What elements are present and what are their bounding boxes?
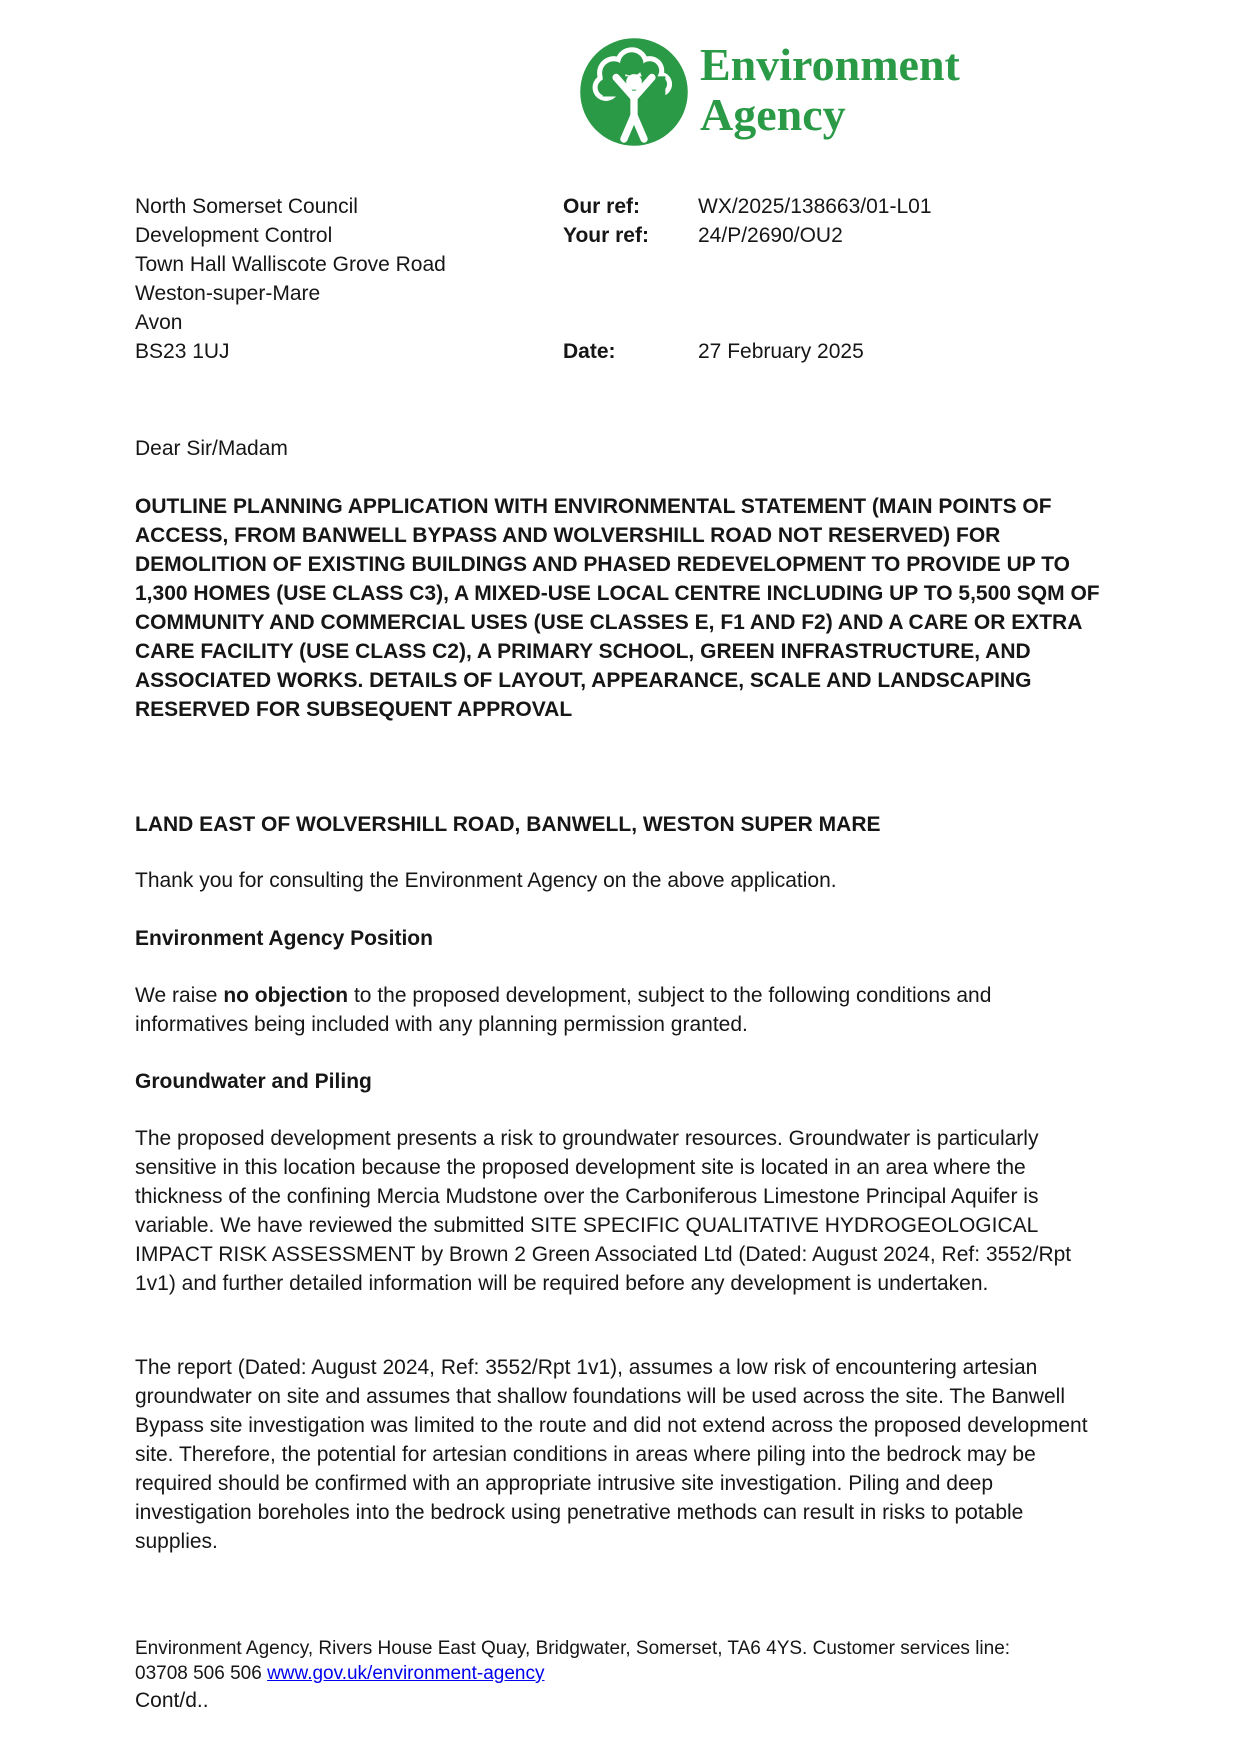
recipient-address [135,192,446,366]
our-ref-value: WX/2025/138663/01-L01 [698,195,932,218]
date-value: 27 February 2025 [698,340,864,363]
your-ref-label: Your ref: [563,224,649,247]
recipient-line: North Somerset Council [135,195,358,218]
our-ref-label: Our ref: [563,195,641,218]
our-ref-row [563,192,932,221]
environment-agency-logo-icon [578,36,690,148]
groundwater-paragraph-1: The proposed development presents a risk to groundwater resources. Groundwater is particularly sensitive in this location because the proposed development site is located in an area where the thickness of the confining Mercia Mudstone over the Carboniferous Limestone Principal Aquifer is variable. We have reviewed the submitted SITE SPECIFIC QUALITATIVE HYDROGEOLOGICAL IMPACT RISK ASSESSMENT by Brown 2 Green Associated Ltd (Dated: August 2024, Ref: 3552/Rpt 1v1) and further detailed information will be required before any development is undertaken. [135,1127,1072,1295]
position-pre: We raise [135,984,224,1007]
groundwater-heading: Groundwater and Piling [135,1070,372,1093]
position-post: to the proposed development, subject to the following conditions and informatives being included with any planning permission granted. [135,984,992,1036]
footer-website-link[interactable]: www.gov.uk/environment-agency [267,1663,545,1684]
wordmark-line1: Environment [700,39,960,90]
continued-marker: Cont/d.. [135,1689,209,1712]
thanks-paragraph: Thank you for consulting the Environment Agency on the above application. [135,869,837,892]
position-paragraph [135,981,1110,1039]
date-row [563,337,864,366]
your-ref-value: 24/P/2690/OU2 [698,224,843,247]
recipient-line: BS23 1UJ [135,340,230,363]
environment-agency-wordmark [700,40,960,140]
your-ref-row [563,221,843,250]
recipient-line: Town Hall Walliscote Grove Road [135,253,446,276]
footer-contact [135,1636,1125,1686]
position-heading: Environment Agency Position [135,927,433,950]
subject-heading: OUTLINE PLANNING APPLICATION WITH ENVIRONMENTAL STATEMENT (MAIN POINTS OF ACCESS, FROM BANWELL BYPASS AND WOLVERSHILL ROAD NOT RESERVED) FOR DEMOLITION OF EXISTING BUILDINGS AND PHASED REDEVELOPMENT TO PROVIDE UP TO 1,300 HOMES (USE CLASS C3), A MIXED-USE LOCAL CENTRE INCLUDING UP TO 5,500 SQM OF COMMUNITY AND COMMERCIAL USES (USE CLASSES E, F1 AND F2) AND A CARE OR EXTRA CARE FACILITY (USE CLASS C2), A PRIMARY SCHOOL, GREEN INFRASTRUCTURE, AND ASSOCIATED WORKS. DETAILS OF LAYOUT, APPEARANCE, SCALE AND LANDSCAPING RESERVED FOR SUBSEQUENT APPROVAL [135,495,1100,721]
footer-phone: 03708 506 506 [135,1663,268,1684]
footer-address: Environment Agency, Rivers House East Quay, Bridgwater, Somerset, TA6 4YS. Customer services line: [135,1638,1011,1659]
position-no-objection: no objection [223,984,349,1007]
recipient-line: Avon [135,311,183,334]
date-label: Date: [563,340,616,363]
recipient-line: Weston-super-Mare [135,282,321,305]
salutation: Dear Sir/Madam [135,437,288,460]
site-address: LAND EAST OF WOLVERSHILL ROAD, BANWELL, WESTON SUPER MARE [135,813,881,836]
groundwater-paragraph-2: The report (Dated: August 2024, Ref: 3552/Rpt 1v1), assumes a low risk of encountering artesian groundwater on site and assumes that shallow foundations will be used across the site. The Banwell Bypass site investigation was limited to the route and did not extend across the proposed development site. Therefore, the potential for artesian conditions in areas where piling into the bedrock may be required should be confirmed with an appropriate intrusive site investigation. Piling and deep investigation boreholes into the bedrock using penetrative methods can result in risks to potable supplies. [135,1356,1088,1553]
wordmark-line2: Agency [700,89,846,140]
recipient-line: Development Control [135,224,333,247]
